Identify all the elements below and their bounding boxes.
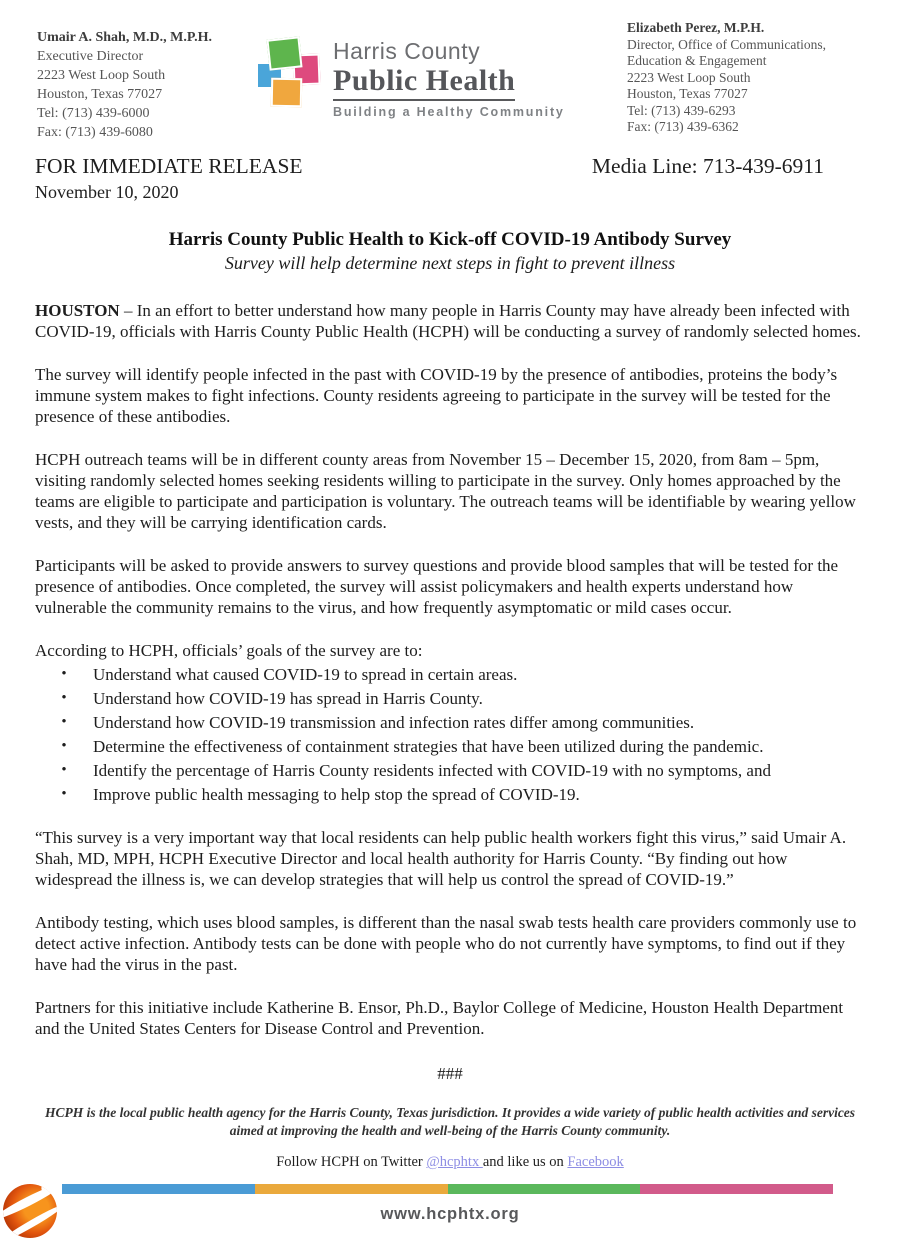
bar-segment-blue xyxy=(62,1184,255,1194)
hcph-logo xyxy=(256,38,565,119)
goals-intro: According to HCPH, officials’ goals of the survey are to: xyxy=(35,641,423,660)
contact-line: Houston, Texas 77027 xyxy=(37,87,163,102)
end-mark: ### xyxy=(437,1064,463,1083)
release-date: November 10, 2020 xyxy=(35,182,179,202)
contact-line: Tel: (713) 439-6293 xyxy=(627,102,736,118)
letterhead xyxy=(0,0,900,138)
contact-line: Houston, Texas 77027 xyxy=(627,86,748,101)
contact-line: Executive Director xyxy=(37,49,144,64)
goal-text: Understand what caused COVID-19 to spread in certain areas. xyxy=(93,665,518,684)
paragraph-quote: “This survey is a very important way that local residents can help public health workers fight this virus,” said Umair A. Shah, MD, MPH, HCPH Executive Director and local health authority for Harris County. “By finding out how widespread the illness is, we can develop strategies that will help us control the spread of COVID-19.” xyxy=(35,828,847,889)
paragraph-houston xyxy=(35,300,865,342)
flame-logo xyxy=(3,1184,57,1238)
bullet-icon: • xyxy=(61,738,67,754)
goal-text: Understand how COVID-19 has spread in Harris County. xyxy=(93,689,483,708)
logo-org-line2: Public Health xyxy=(333,65,515,101)
contact-line: 2223 West Loop South xyxy=(627,69,751,85)
paragraph-outreach-teams: HCPH outreach teams will be in different county areas from November 15 – December 15, 2020, from 8am – 5pm, visiting randomly selected homes seeking residents willing to participate in the survey. Only homes approached by the teams are eligible to participate and participation is voluntary. The outreach teams will be identifiable by wearing yellow vests, and they will be carrying identification cards. xyxy=(35,450,856,532)
houston-dateline: HOUSTON xyxy=(35,301,120,320)
contact-name: Elizabeth Perez, M.P.H. xyxy=(627,20,765,35)
contact-line: 2223 West Loop South xyxy=(37,68,166,83)
goal-item xyxy=(35,784,865,805)
goal-item xyxy=(35,712,865,733)
about-hcph-note: HCPH is the local public health agency for the Harris County, Texas jurisdiction. It provides a wide variety of public health activities and services aimed at improving the health and well-being of the Harris County community. xyxy=(44,1105,856,1138)
contact-line: Fax: (713) 439-6362 xyxy=(627,119,739,134)
footer-color-bar xyxy=(62,1184,833,1194)
goal-item xyxy=(35,760,865,781)
paragraph-survey-identify: The survey will identify people infected in the past with COVID-19 by the presence of antibodies, proteins the body’s immune system makes to fight infections. County residents agreeing to participate in the survey will be tested for the presence of these antibodies. xyxy=(35,365,838,426)
logo-text xyxy=(333,38,565,119)
bullet-icon: • xyxy=(61,762,67,778)
goal-text: Determine the effectiveness of containment strategies that have been utilized during the pandemic. xyxy=(93,737,764,756)
social-middle: and like us on xyxy=(482,1154,568,1170)
contact-line: Education & Engagement xyxy=(627,53,767,68)
goal-item xyxy=(35,736,865,757)
page-title: Harris County Public Health to Kick-off COVID-19 Antibody Survey xyxy=(168,229,732,250)
contact-line: Fax: (713) 439-6080 xyxy=(37,125,153,140)
bullet-icon: • xyxy=(61,714,67,730)
logo-square-orange xyxy=(271,78,303,108)
contact-block-left xyxy=(37,28,212,142)
paragraph-antibody-testing: Antibody testing, which uses blood samples, is different than the nasal swab tests health care providers commonly use to detect active infection. Antibody tests can be done with people who do not currently have symptoms, to find out if they have had the virus in the past. xyxy=(35,913,857,974)
social-prefix: Follow HCPH on Twitter xyxy=(276,1154,427,1170)
goals-list xyxy=(35,664,865,805)
paragraph-partners: Partners for this initiative include Katherine B. Ensor, Ph.D., Baylor College of Medicine, Houston Health Department and the United States Centers for Disease Control and Prevention. xyxy=(35,998,844,1038)
paragraph-text: – In an effort to better understand how many people in Harris County may have already been infected with COVID-19, officials with Harris County Public Health (HCPH) will be conducting a survey of randomly selected homes. xyxy=(35,301,861,341)
logo-squares-icon xyxy=(256,38,320,112)
goal-text: Understand how COVID-19 transmission and infection rates differ among communities. xyxy=(93,713,695,732)
contact-name: Umair A. Shah, M.D., M.P.H. xyxy=(37,30,213,45)
media-line: Media Line: 713-439-6911 xyxy=(591,154,824,178)
release-row xyxy=(35,154,824,179)
goal-text: Improve public health messaging to help stop the spread of COVID-19. xyxy=(93,785,580,804)
goal-text: Identify the percentage of Harris County residents infected with COVID-19 with no symptoms, and xyxy=(93,761,771,780)
logo-org-line1: Harris County xyxy=(333,38,481,64)
social-line xyxy=(0,1154,900,1171)
bullet-icon: • xyxy=(61,666,67,682)
body-content xyxy=(35,300,865,1084)
bullet-icon: • xyxy=(61,690,67,706)
logo-tagline: Building a Healthy Community xyxy=(333,105,565,119)
goal-item xyxy=(35,664,865,685)
bar-segment-orange xyxy=(255,1184,448,1194)
twitter-link[interactable]: @hcphtx xyxy=(426,1154,483,1170)
bar-segment-pink xyxy=(640,1184,833,1194)
for-immediate-release-label: FOR IMMEDIATE RELEASE xyxy=(35,154,303,178)
goal-item xyxy=(35,688,865,709)
website-url: www.hcphtx.org xyxy=(380,1205,520,1223)
contact-block-right xyxy=(627,20,826,136)
facebook-link[interactable]: Facebook xyxy=(567,1154,624,1170)
logo-square-green xyxy=(266,36,302,70)
bullet-icon: • xyxy=(61,786,67,802)
contact-line: Tel: (713) 439-6000 xyxy=(37,106,150,121)
paragraph-participants: Participants will be asked to provide answers to survey questions and provide blood samples that will be tested for the presence of antibodies. Once completed, the survey will assist policymakers and health experts understand how vulnerable the community remains to the virus, and how frequently asymptomatic or mild cases occur. xyxy=(35,556,839,617)
contact-line: Director, Office of Communications, xyxy=(627,36,827,52)
page-subtitle: Survey will help determine next steps in fight to prevent illness xyxy=(224,253,676,273)
bar-segment-green xyxy=(448,1184,641,1194)
